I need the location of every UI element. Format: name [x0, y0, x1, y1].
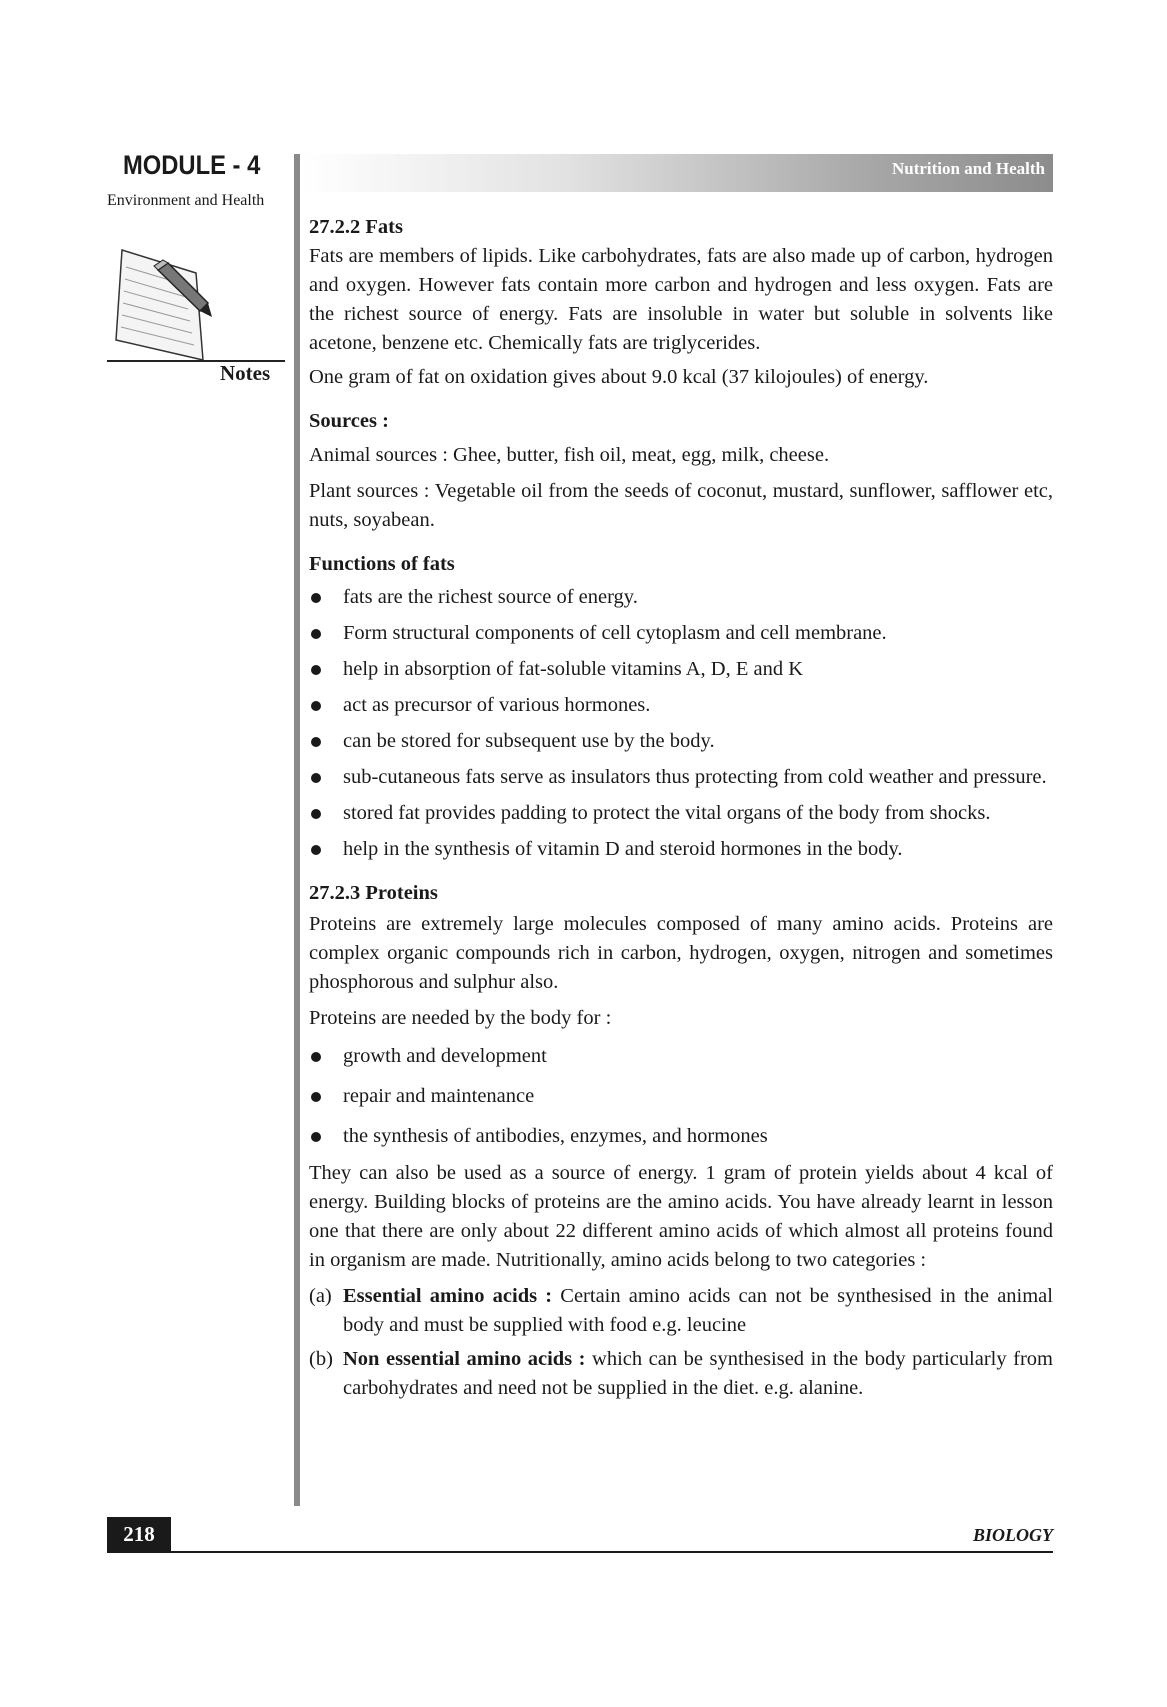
bullet-icon	[311, 737, 321, 747]
list-item: stored fat provides padding to protect the vital organs of the body from shocks.	[309, 799, 1053, 828]
list-item: act as precursor of various hormones.	[309, 691, 1053, 720]
main-content	[309, 213, 1053, 1408]
page-number: 218	[107, 1517, 171, 1553]
list-item: can be stored for subsequent use by the body.	[309, 727, 1053, 756]
functions-heading: Functions of fats	[309, 553, 455, 575]
bullet-icon	[311, 701, 321, 711]
needs-list	[309, 1042, 1053, 1151]
proteins-needed-intro: Proteins are needed by the body for :	[309, 1007, 612, 1029]
bullet-icon	[311, 593, 321, 603]
footer-rule	[107, 1551, 1053, 1553]
fats-intro: Fats are members of lipids. Like carbohydrates, fats are also made up of carbon, hydrogen and oxygen. However fats contain more carbon and hydrogen and less oxygen. Fats are the richest source of energy. Fats are insoluble in water but soluble in solvents like acetone, benzene etc. Chemically fats are triglycerides.	[309, 245, 1053, 354]
list-item: the synthesis of antibodies, enzymes, and hormones	[309, 1122, 1053, 1151]
bullet-icon	[311, 665, 321, 675]
notes-label: Notes	[220, 361, 271, 385]
plant-sources: Plant sources : Vegetable oil from the seeds of coconut, mustard, sunflower, safflower etc, nuts, soyabean.	[309, 480, 1053, 531]
list-item: repair and maintenance	[309, 1082, 1053, 1111]
category-item: (a) Essential amino acids : Certain amino acids can not be synthesised in the animal body and must be supplied with food e.g. leucine	[309, 1285, 1053, 1336]
functions-list	[309, 583, 1053, 864]
list-item: help in the synthesis of vitamin D and steroid hormones in the body.	[309, 835, 1053, 864]
proteins-energy: They can also be used as a source of energy. 1 gram of protein yields about 4 kcal of energy. Building blocks of proteins are the amino acids. You have already learnt in lesson one that there are only about 22 different amino acids of which almost all proteins found in organism are made. Nutritionally, amino acids belong to two categories :	[309, 1162, 1053, 1271]
list-item: help in absorption of fat-soluble vitamins A, D, E and K	[309, 655, 1053, 684]
bullet-icon	[311, 1052, 321, 1062]
bullet-icon	[311, 629, 321, 639]
chapter-header	[302, 154, 1053, 192]
bullet-icon	[311, 1092, 321, 1102]
category-item: (b) Non essential amino acids : which can be synthesised in the body particularly from carbohydrates and need not be supplied in the diet. e.g. alanine.	[309, 1348, 1053, 1399]
module-subtitle: Environment and Health	[107, 192, 265, 209]
fats-energy: One gram of fat on oxidation gives about 9.0 kcal (37 kilojoules) of energy.	[309, 366, 929, 388]
list-item: growth and development	[309, 1042, 1053, 1071]
chapter-title: Nutrition and Health	[891, 159, 1045, 178]
fats-heading: 27.2.2 Fats	[309, 216, 403, 238]
list-item: Form structural components of cell cytoplasm and cell membrane.	[309, 619, 1053, 648]
module-title: MODULE - 4	[123, 150, 261, 180]
footer-subject: BIOLOGY	[973, 1525, 1053, 1545]
bullet-icon	[311, 1132, 321, 1142]
bullet-icon	[311, 845, 321, 855]
notes-pencil-icon	[108, 245, 218, 370]
proteins-intro: Proteins are extremely large molecules composed of many amino acids. Proteins are complex organic compounds rich in carbon, hydrogen, oxygen, nitrogen and sometimes phosphorous and sulphur also.	[309, 913, 1053, 993]
list-item: sub-cutaneous fats serve as insulators thus protecting from cold weather and pressure.	[309, 763, 1053, 792]
sources-heading: Sources :	[309, 410, 389, 432]
animal-sources: Animal sources : Ghee, butter, fish oil, meat, egg, milk, cheese.	[309, 444, 830, 466]
margin-rule	[294, 154, 300, 1506]
bullet-icon	[311, 773, 321, 783]
proteins-heading: 27.2.3 Proteins	[309, 882, 438, 904]
list-item: fats are the richest source of energy.	[309, 583, 1053, 612]
bullet-icon	[311, 809, 321, 819]
